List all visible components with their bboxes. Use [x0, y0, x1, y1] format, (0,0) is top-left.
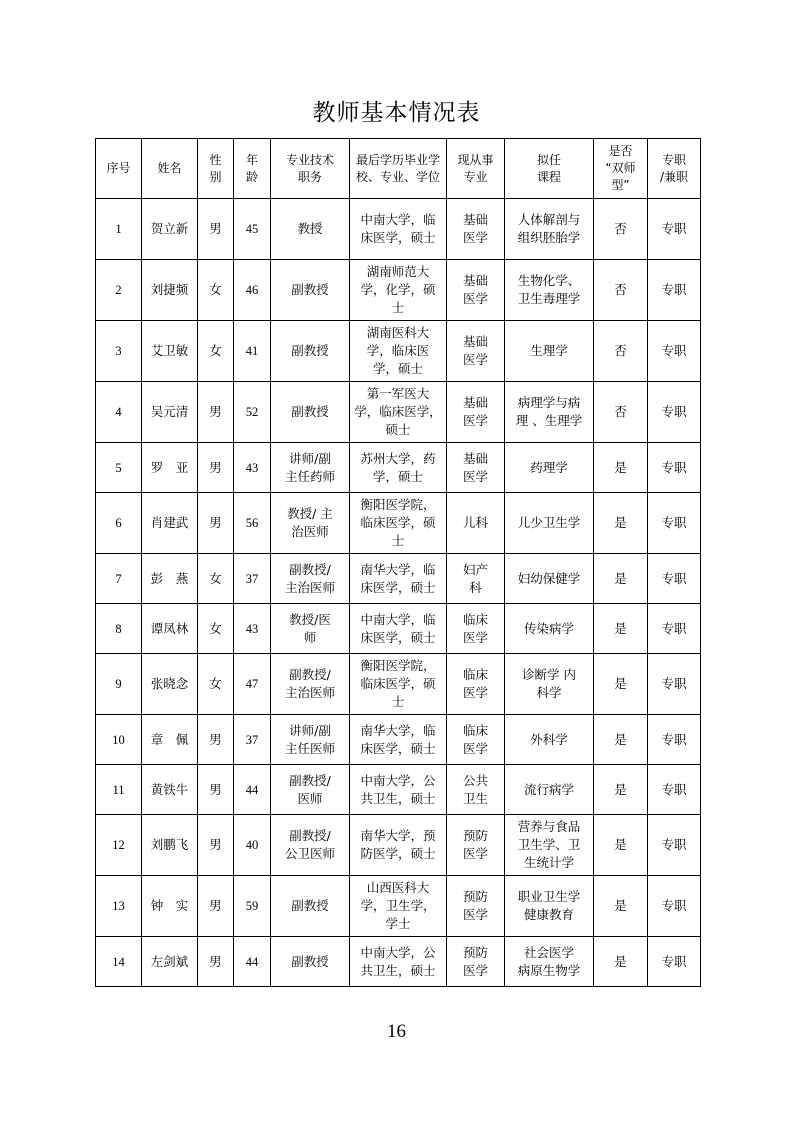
- cell-title: 副教授: [271, 321, 350, 382]
- cell-name: 罗 亚: [142, 443, 198, 493]
- cell-gender: 男: [198, 765, 234, 815]
- table-body: [96, 199, 701, 987]
- cell-dual-qualified: 是: [594, 765, 648, 815]
- cell-title: 副教授/ 公卫医师: [271, 815, 350, 876]
- teacher-info-table: [95, 138, 701, 987]
- cell-dual-qualified: 是: [594, 654, 648, 715]
- cell-age: 37: [234, 554, 271, 604]
- cell-employment-type: 专职: [648, 199, 701, 260]
- cell-gender: 男: [198, 199, 234, 260]
- cell-employment-type: 专职: [648, 654, 701, 715]
- table-row: [96, 260, 701, 321]
- cell-major: 临床 医学: [447, 715, 505, 765]
- cell-age: 44: [234, 937, 271, 987]
- cell-dual-qualified: 是: [594, 715, 648, 765]
- cell-gender: 女: [198, 260, 234, 321]
- header-title: 专业技术 职务: [271, 139, 350, 199]
- table-row: [96, 765, 701, 815]
- cell-title: 副教授: [271, 382, 350, 443]
- table-row: [96, 382, 701, 443]
- header-name: 姓名: [142, 139, 198, 199]
- cell-employment-type: 专职: [648, 382, 701, 443]
- cell-gender: 女: [198, 554, 234, 604]
- cell-employment-type: 专职: [648, 715, 701, 765]
- cell-employment-type: 专职: [648, 876, 701, 937]
- header-age: 年 龄: [234, 139, 271, 199]
- header-no: 序号: [96, 139, 142, 199]
- cell-course: 生理学: [505, 321, 594, 382]
- cell-title: 副教授: [271, 876, 350, 937]
- cell-education: 中南大学，公 共卫生，硕士: [350, 937, 447, 987]
- cell-major: 预防 医学: [447, 815, 505, 876]
- cell-employment-type: 专职: [648, 443, 701, 493]
- cell-age: 45: [234, 199, 271, 260]
- cell-age: 44: [234, 765, 271, 815]
- cell-dual-qualified: 是: [594, 876, 648, 937]
- cell-title: 讲师/副 主任医师: [271, 715, 350, 765]
- cell-no: 14: [96, 937, 142, 987]
- cell-name: 谭凤林: [142, 604, 198, 654]
- table-row: [96, 815, 701, 876]
- cell-education: 南华大学，临 床医学，硕士: [350, 715, 447, 765]
- table-row: [96, 937, 701, 987]
- cell-dual-qualified: 否: [594, 199, 648, 260]
- table-row: [96, 321, 701, 382]
- cell-age: 56: [234, 493, 271, 554]
- cell-course: 人体解剖与 组织胚胎学: [505, 199, 594, 260]
- cell-employment-type: 专职: [648, 765, 701, 815]
- cell-major: 妇产 科: [447, 554, 505, 604]
- page-title: 教师基本情况表: [312, 100, 481, 126]
- page-number: 16: [387, 1021, 406, 1042]
- cell-age: 52: [234, 382, 271, 443]
- cell-name: 刘捷频: [142, 260, 198, 321]
- cell-dual-qualified: 是: [594, 443, 648, 493]
- header-course: 拟任 课程: [505, 139, 594, 199]
- cell-title: 副教授/ 医师: [271, 765, 350, 815]
- cell-title: 副教授/ 主治医师: [271, 554, 350, 604]
- cell-education: 南华大学，临 床医学，硕士: [350, 554, 447, 604]
- cell-major: 基础 医学: [447, 260, 505, 321]
- cell-gender: 男: [198, 715, 234, 765]
- table-row: [96, 715, 701, 765]
- table-row: [96, 604, 701, 654]
- cell-education: 衡阳医学院， 临床医学，硕 士: [350, 493, 447, 554]
- cell-course: 妇幼保健学: [505, 554, 594, 604]
- cell-course: 营养与食品 卫生学、卫 生统计学: [505, 815, 594, 876]
- cell-no: 2: [96, 260, 142, 321]
- cell-name: 张晓念: [142, 654, 198, 715]
- cell-employment-type: 专职: [648, 260, 701, 321]
- cell-name: 左剑斌: [142, 937, 198, 987]
- cell-age: 43: [234, 604, 271, 654]
- cell-dual-qualified: 否: [594, 382, 648, 443]
- cell-major: 预防 医学: [447, 937, 505, 987]
- cell-education: 湖南师范大 学，化学，硕 士: [350, 260, 447, 321]
- cell-dual-qualified: 是: [594, 937, 648, 987]
- cell-gender: 女: [198, 654, 234, 715]
- table-row: [96, 876, 701, 937]
- cell-gender: 男: [198, 382, 234, 443]
- cell-gender: 男: [198, 493, 234, 554]
- cell-age: 59: [234, 876, 271, 937]
- cell-gender: 男: [198, 815, 234, 876]
- cell-dual-qualified: 是: [594, 604, 648, 654]
- cell-name: 黄铁牛: [142, 765, 198, 815]
- cell-age: 37: [234, 715, 271, 765]
- cell-no: 5: [96, 443, 142, 493]
- cell-name: 钟 实: [142, 876, 198, 937]
- table-header-row: [96, 139, 701, 199]
- cell-employment-type: 专职: [648, 815, 701, 876]
- table-row: [96, 443, 701, 493]
- cell-employment-type: 专职: [648, 604, 701, 654]
- cell-age: 47: [234, 654, 271, 715]
- cell-no: 13: [96, 876, 142, 937]
- cell-major: 临床 医学: [447, 604, 505, 654]
- cell-education: 山西医科大 学，卫生学， 学士: [350, 876, 447, 937]
- cell-employment-type: 专职: [648, 321, 701, 382]
- cell-education: 衡阳医学院， 临床医学，硕 士: [350, 654, 447, 715]
- cell-title: 副教授/ 主治医师: [271, 654, 350, 715]
- table-row: [96, 654, 701, 715]
- cell-name: 贺立新: [142, 199, 198, 260]
- cell-gender: 男: [198, 876, 234, 937]
- cell-name: 彭 燕: [142, 554, 198, 604]
- cell-course: 病理学与病 理 、生理学: [505, 382, 594, 443]
- cell-employment-type: 专职: [648, 493, 701, 554]
- cell-no: 7: [96, 554, 142, 604]
- cell-major: 临床 医学: [447, 654, 505, 715]
- cell-title: 教授/ 主 治医师: [271, 493, 350, 554]
- header-major: 现从事 专业: [447, 139, 505, 199]
- cell-no: 11: [96, 765, 142, 815]
- cell-title: 副教授: [271, 937, 350, 987]
- table-row: [96, 493, 701, 554]
- cell-name: 刘鹏飞: [142, 815, 198, 876]
- cell-title: 副教授: [271, 260, 350, 321]
- cell-education: 苏州大学，药 学，硕士: [350, 443, 447, 493]
- cell-no: 8: [96, 604, 142, 654]
- header-gender: 性 别: [198, 139, 234, 199]
- cell-education: 第一军医大 学，临床医学， 硕士: [350, 382, 447, 443]
- cell-major: 基础 医学: [447, 199, 505, 260]
- cell-major: 公共 卫生: [447, 765, 505, 815]
- cell-employment-type: 专职: [648, 937, 701, 987]
- cell-gender: 女: [198, 321, 234, 382]
- cell-major: 儿科: [447, 493, 505, 554]
- cell-education: 湖南医科大 学，临床医 学，硕士: [350, 321, 447, 382]
- cell-course: 外科学: [505, 715, 594, 765]
- cell-major: 预防 医学: [447, 876, 505, 937]
- cell-course: 生物化学、 卫生毒理学: [505, 260, 594, 321]
- cell-employment-type: 专职: [648, 554, 701, 604]
- cell-name: 肖建武: [142, 493, 198, 554]
- cell-major: 基础 医学: [447, 382, 505, 443]
- table-row: [96, 199, 701, 260]
- cell-title: 教授: [271, 199, 350, 260]
- cell-course: 诊断学 内 科学: [505, 654, 594, 715]
- cell-course: 社会医学 病原生物学: [505, 937, 594, 987]
- header-employment-type: 专职 /兼职: [648, 139, 701, 199]
- cell-dual-qualified: 否: [594, 260, 648, 321]
- cell-no: 3: [96, 321, 142, 382]
- cell-course: 儿少卫生学: [505, 493, 594, 554]
- cell-name: 章 佩: [142, 715, 198, 765]
- cell-age: 43: [234, 443, 271, 493]
- cell-no: 4: [96, 382, 142, 443]
- cell-dual-qualified: 是: [594, 815, 648, 876]
- cell-major: 基础 医学: [447, 321, 505, 382]
- cell-gender: 女: [198, 604, 234, 654]
- cell-name: 艾卫敏: [142, 321, 198, 382]
- cell-education: 南华大学，预 防医学，硕士: [350, 815, 447, 876]
- cell-no: 12: [96, 815, 142, 876]
- cell-title: 讲师/副 主任药师: [271, 443, 350, 493]
- header-dual-qualified: 是否 “双师 型”: [594, 139, 648, 199]
- cell-no: 10: [96, 715, 142, 765]
- cell-age: 46: [234, 260, 271, 321]
- cell-education: 中南大学，临 床医学，硕士: [350, 604, 447, 654]
- cell-education: 中南大学，临 床医学，硕士: [350, 199, 447, 260]
- table-row: [96, 554, 701, 604]
- cell-course: 药理学: [505, 443, 594, 493]
- cell-no: 9: [96, 654, 142, 715]
- cell-no: 1: [96, 199, 142, 260]
- cell-name: 吴元清: [142, 382, 198, 443]
- cell-dual-qualified: 是: [594, 554, 648, 604]
- cell-title: 教授/医 师: [271, 604, 350, 654]
- cell-course: 流行病学: [505, 765, 594, 815]
- cell-no: 6: [96, 493, 142, 554]
- cell-education: 中南大学，公 共卫生，硕士: [350, 765, 447, 815]
- cell-gender: 男: [198, 937, 234, 987]
- cell-major: 基础 医学: [447, 443, 505, 493]
- cell-age: 41: [234, 321, 271, 382]
- cell-age: 40: [234, 815, 271, 876]
- cell-dual-qualified: 是: [594, 493, 648, 554]
- header-education: 最后学历毕业学 校、专业、学位: [350, 139, 447, 199]
- cell-gender: 男: [198, 443, 234, 493]
- cell-dual-qualified: 否: [594, 321, 648, 382]
- cell-course: 传染病学: [505, 604, 594, 654]
- cell-course: 职业卫生学 健康教育: [505, 876, 594, 937]
